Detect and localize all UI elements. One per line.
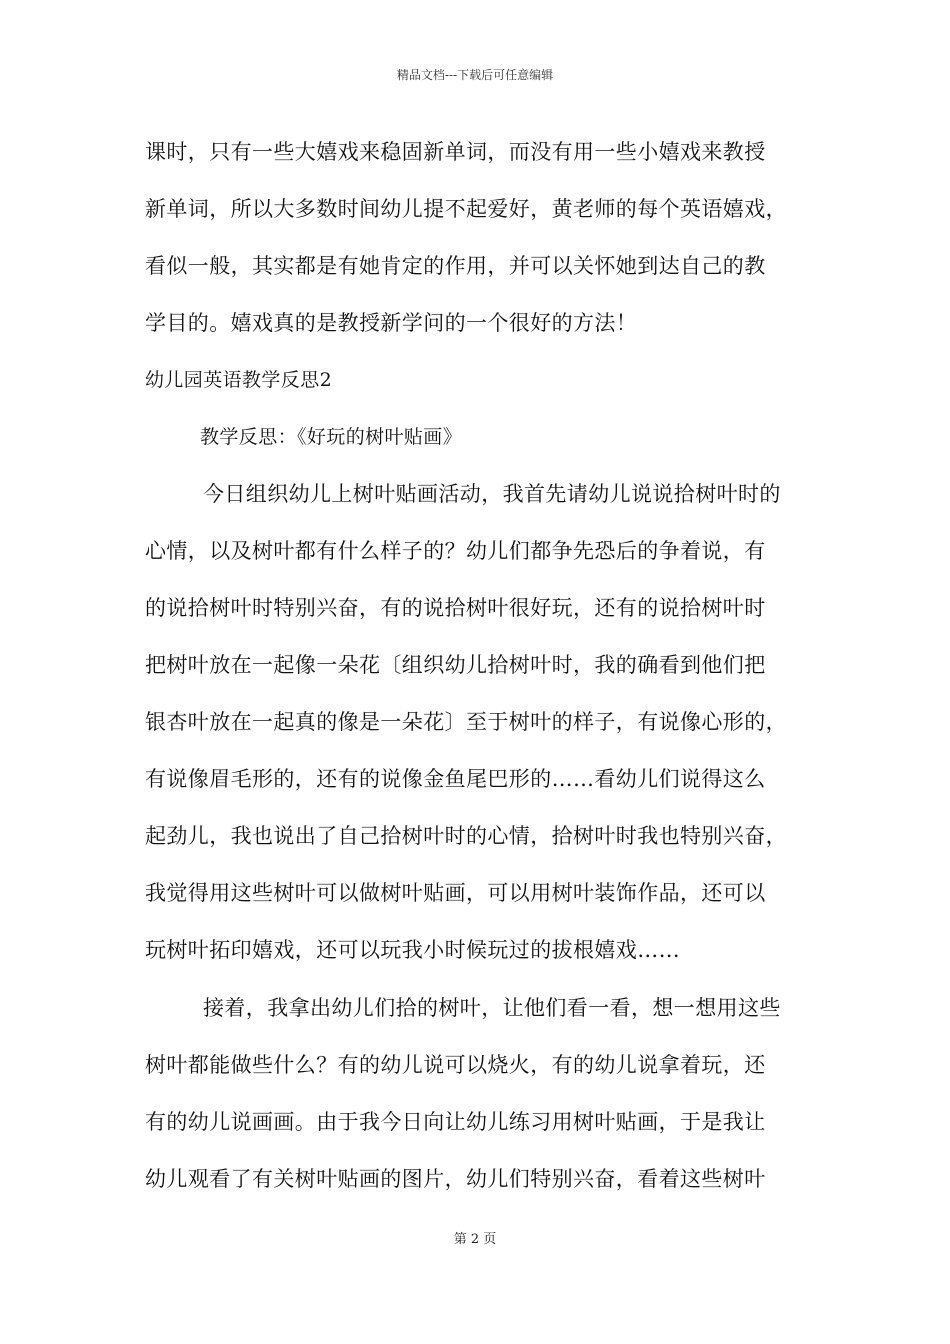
paragraph-1-line-3: 看似一般，其实都是有她肯定的作用，并可以关怀她到达自己的教 — [145, 254, 766, 278]
paragraph-2-line-1: 今日组织幼儿上树叶贴画活动，我首先请幼儿说说拾树叶时的 — [203, 482, 781, 506]
paragraph-1-line-4: 学目的。嬉戏真的是教授新学问的一个很好的方法！ — [145, 311, 638, 335]
paragraph-3-line-1: 接着，我拿出幼儿们拾的树叶，让他们看一看，想一想用这些 — [203, 996, 781, 1020]
paragraph-2-line-9: 玩树叶拓印嬉戏，还可以玩我小时候玩过的拔根嬉戏…… — [145, 938, 680, 962]
page-header: 精品文档---下载后可任意编辑 — [396, 68, 554, 82]
paragraph-1-line-2: 新单词，所以大多数时间幼儿提不起爱好，黄老师的每个英语嬉戏， — [145, 197, 787, 221]
section-subheading: 教学反思：《好玩的树叶贴画》 — [200, 426, 463, 448]
section-heading: 幼儿园英语教学反思2 — [145, 369, 333, 391]
paragraph-1-line-1: 课时，只有一些大嬉戏来稳固新单词，而没有用一些小嬉戏来教授 — [145, 140, 766, 164]
paragraph-3-line-4: 幼儿观看了有关树叶贴画的图片，幼儿们特别兴奋，看着这些树叶 — [145, 1167, 766, 1191]
paragraph-2-line-6: 有说像眉毛形的，还有的说像金鱼尾巴形的……看幼儿们说得这么 — [145, 767, 766, 791]
paragraph-3-line-3: 有的幼儿说画画。由于我今日向让幼儿练习用树叶贴画，于是我让 — [145, 1110, 766, 1134]
paragraph-2-line-3: 的说拾树叶时特别兴奋，有的说拾树叶很好玩，还有的说拾树叶时 — [145, 596, 766, 620]
paragraph-3-line-2: 树叶都能做些什么？有的幼儿说可以烧火，有的幼儿说拿着玩，还 — [145, 1053, 766, 1077]
paragraph-2-line-4: 把树叶放在一起像一朵花〔组织幼儿拾树叶时，我的确看到他们把 — [145, 653, 766, 677]
paragraph-2-line-5: 银杏叶放在一起真的像是一朵花〕至于树叶的样子，有说像心形的， — [145, 710, 787, 734]
paragraph-2-line-8: 我觉得用这些树叶可以做树叶贴画，可以用树叶装饰作品，还可以 — [145, 881, 766, 905]
page-number: 第 2 页 — [453, 1232, 497, 1247]
paragraph-2-line-2: 心情，以及树叶都有什么样子的？幼儿们都争先恐后的争着说，有 — [145, 539, 766, 563]
paragraph-2-line-7: 起劲儿，我也说出了自己拾树叶时的心情，拾树叶时我也特别兴奋， — [145, 824, 787, 848]
